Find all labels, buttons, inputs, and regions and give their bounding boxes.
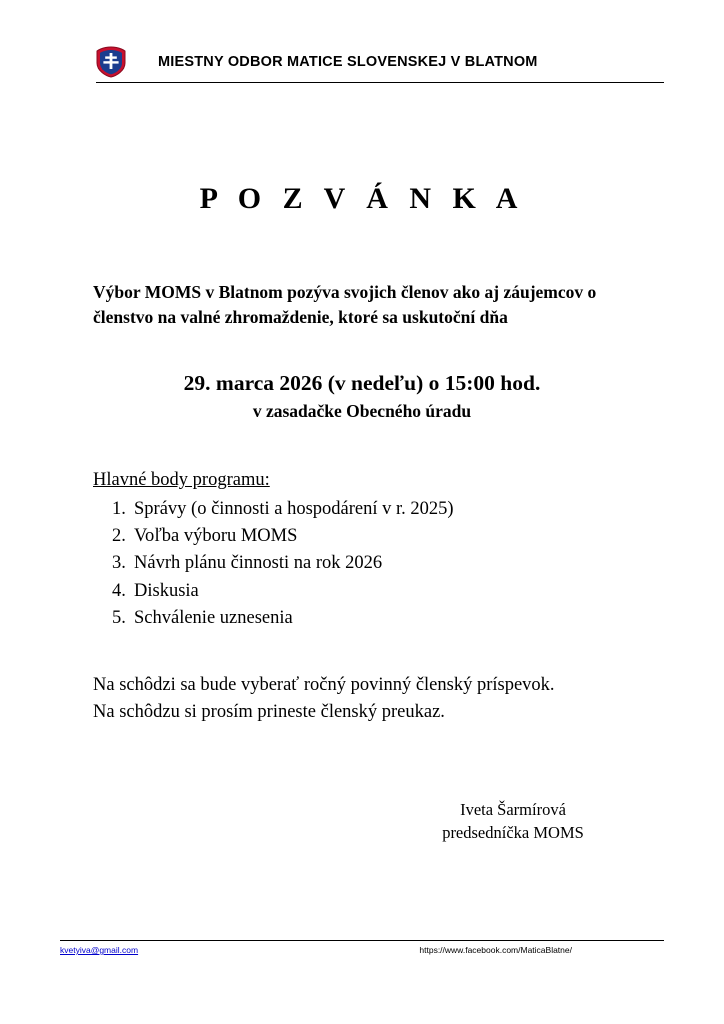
list-item bbox=[112, 578, 454, 605]
program-heading: Hlavné body programu: bbox=[93, 470, 270, 490]
footer-facebook-link[interactable]: https://www.facebook.com/MaticaBlatne/ bbox=[419, 945, 572, 955]
footer-email-link[interactable]: kvetyiva@gmail.com bbox=[60, 945, 139, 955]
page-title: P O Z V Á N K A bbox=[199, 182, 525, 215]
list-item-label: Návrh plánu činnosti na rok 2026 bbox=[134, 553, 383, 574]
list-item-label: Voľba výboru MOMS bbox=[134, 526, 298, 547]
list-item-label: Správy (o činnosti a hospodárení v r. 2025) bbox=[134, 499, 454, 519]
list-item bbox=[112, 550, 454, 577]
list-item-number: 3. bbox=[112, 553, 126, 574]
signature-block bbox=[398, 798, 628, 845]
list-item-label: Schválenie uznesenia bbox=[134, 607, 293, 628]
program-list bbox=[112, 496, 454, 632]
header-divider bbox=[96, 82, 664, 83]
footer-divider bbox=[60, 940, 664, 941]
list-item-number: 5. bbox=[112, 607, 126, 628]
document-footer bbox=[60, 945, 664, 963]
meeting-date: 29. marca 2026 (v nedeľu) o 15:00 hod. bbox=[183, 371, 541, 395]
list-item-number: 1. bbox=[112, 499, 126, 519]
signature-role: predsedníčka MOMS bbox=[442, 823, 584, 843]
list-item bbox=[112, 605, 454, 632]
note-line-1: Na schôdzi sa bude vyberať ročný povinný členský príspevok. bbox=[93, 675, 555, 695]
meeting-place: v zasadačke Obecného úradu bbox=[252, 401, 472, 421]
list-item-number: 4. bbox=[112, 580, 126, 601]
header-title: MIESTNY ODBOR MATICE SLOVENSKEJ V BLATNOM bbox=[158, 54, 538, 70]
slovak-double-cross-emblem-icon bbox=[96, 46, 126, 78]
list-item bbox=[112, 496, 454, 523]
list-item bbox=[112, 523, 454, 550]
document-header bbox=[96, 38, 664, 86]
signature-name: Iveta Šarmírová bbox=[460, 800, 566, 819]
notes-block bbox=[93, 672, 654, 726]
note-line-2: Na schôdzu si prosím prineste členský preukaz. bbox=[93, 701, 445, 722]
intro-paragraph: Výbor MOMS v Blatnom pozýva svojich členov ako aj záujemcov o členstvo na valné zhromaždenie, ktoré sa uskutoční dňa bbox=[93, 282, 597, 327]
list-item-number: 2. bbox=[112, 526, 126, 547]
list-item-label: Diskusia bbox=[134, 580, 199, 601]
